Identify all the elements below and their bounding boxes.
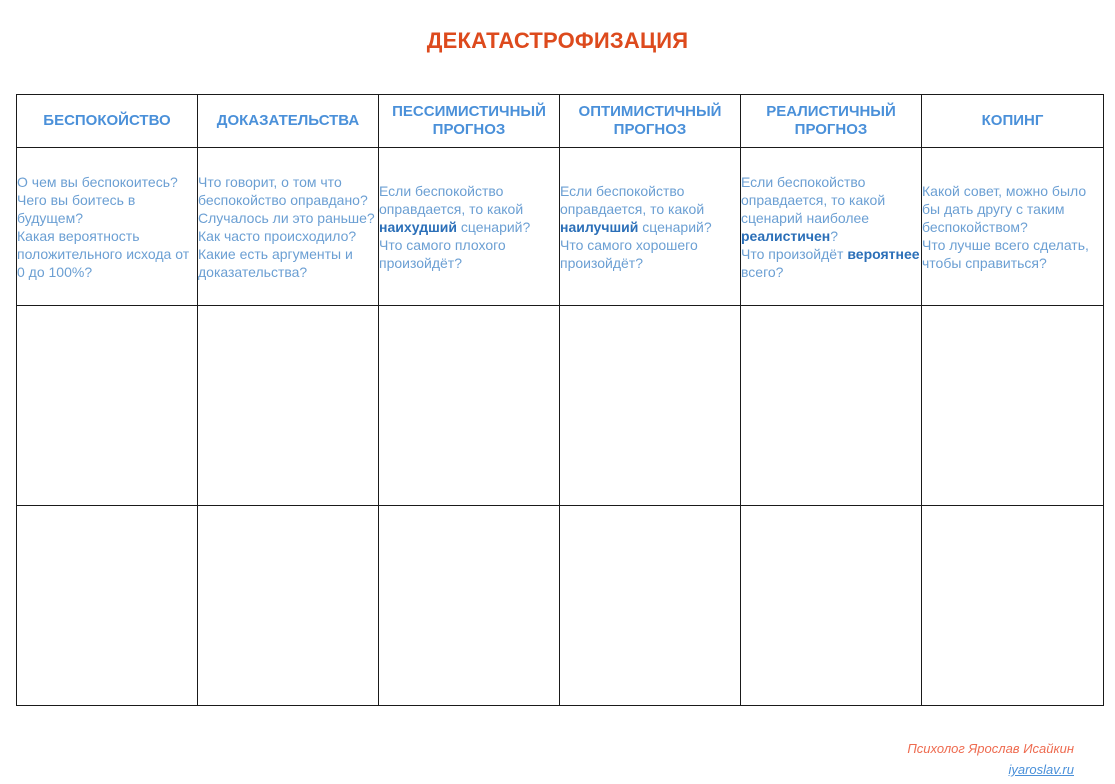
- entry-cell-pessimistic[interactable]: [379, 306, 560, 506]
- entry-cell-optimistic[interactable]: [560, 306, 741, 506]
- prompt-line: Какой совет, можно было бы дать другу с таким беспокойством?: [922, 182, 1087, 235]
- entry-cell-realistic[interactable]: [741, 506, 922, 706]
- prompt-line: Как часто происходило?: [198, 227, 357, 244]
- decatastrophizing-table: [16, 94, 1104, 706]
- prompt-text: всего?: [741, 263, 784, 280]
- website-link[interactable]: iyaroslav.ru: [1008, 762, 1074, 777]
- prompt-line: Что лучше всего сделать, чтобы справиться?: [922, 236, 1089, 271]
- entry-cell-coping[interactable]: [922, 306, 1104, 506]
- prompt-pessimistic: [379, 148, 560, 306]
- entry-cell-coping[interactable]: [922, 506, 1104, 706]
- prompt-line: Что самого хорошего произойдёт?: [560, 236, 698, 271]
- column-header-evidence: ДОКАЗАТЕЛЬСТВА: [198, 95, 379, 148]
- entry-cell-evidence[interactable]: [198, 306, 379, 506]
- prompt-emphasis: наилучший: [560, 218, 639, 235]
- prompt-line: О чем вы беспокоитесь?: [17, 173, 178, 190]
- column-header-coping: КОПИНГ: [922, 95, 1104, 148]
- prompt-text: ?: [830, 227, 839, 244]
- prompt-worry: [17, 148, 198, 306]
- entry-cell-realistic[interactable]: [741, 306, 922, 506]
- prompt-text: Что произойдёт: [741, 245, 844, 262]
- entry-cell-worry[interactable]: [17, 306, 198, 506]
- prompt-realistic: [741, 148, 922, 306]
- entry-cell-optimistic[interactable]: [560, 506, 741, 706]
- header-row: [17, 95, 1104, 148]
- prompt-text: сценарий?: [642, 218, 712, 235]
- prompt-text: сценарий?: [460, 218, 531, 235]
- author-credit: Психолог Ярослав Исайкин: [907, 741, 1074, 756]
- prompt-text: Если беспокойство оправдается, то какой сценарий наиболее: [741, 173, 886, 226]
- prompt-coping: [922, 148, 1104, 306]
- prompt-line: Случалось ли это раньше?: [198, 209, 375, 226]
- prompt-text: Если беспокойство оправдается, то какой: [379, 182, 524, 217]
- prompt-line: Что самого плохого произойдёт?: [379, 236, 506, 271]
- entry-cell-worry[interactable]: [17, 506, 198, 706]
- entry-cell-pessimistic[interactable]: [379, 506, 560, 706]
- prompt-emphasis: наихудший: [379, 218, 458, 235]
- prompt-line: Чего вы боитесь в будущем?: [17, 191, 136, 226]
- prompt-optimistic: [560, 148, 741, 306]
- column-header-optimistic: ОПТИМИСТИЧНЫЙ ПРОГНОЗ: [560, 95, 741, 148]
- column-header-worry: БЕСПОКОЙСТВО: [17, 95, 198, 148]
- column-header-realistic: РЕАЛИСТИЧНЫЙ ПРОГНОЗ: [741, 95, 922, 148]
- column-header-pessimistic: ПЕССИМИСТИЧНЫЙ ПРОГНОЗ: [379, 95, 560, 148]
- prompt-emphasis: вероятнее: [847, 245, 920, 262]
- prompt-row: [17, 148, 1104, 306]
- prompt-line: Что говорит, о том что беспокойство оправдано?: [198, 173, 368, 208]
- prompt-emphasis: реалистичен: [741, 227, 831, 244]
- entry-row: [17, 306, 1104, 506]
- prompt-text: Если беспокойство оправдается, то какой: [560, 182, 705, 217]
- prompt-evidence: [198, 148, 379, 306]
- prompt-line: Какая вероятность положительного исхода от 0 до 100%?: [17, 227, 190, 280]
- entry-row: [17, 506, 1104, 706]
- prompt-line: Какие есть аргументы и доказательства?: [198, 245, 353, 280]
- page-title: ДЕКАТАСТРОФИЗАЦИЯ: [426, 28, 689, 53]
- entry-cell-evidence[interactable]: [198, 506, 379, 706]
